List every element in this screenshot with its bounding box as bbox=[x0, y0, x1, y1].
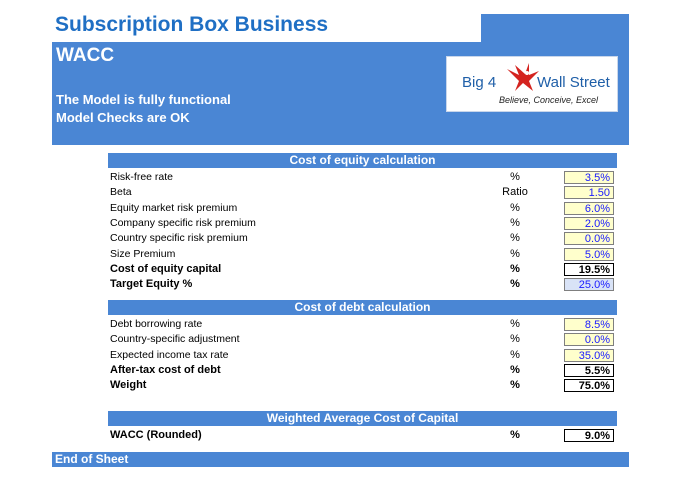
value-cell[interactable]: 6.0% bbox=[564, 202, 614, 215]
value-cell[interactable]: 5.0% bbox=[564, 248, 614, 261]
value-cell[interactable]: 19.5% bbox=[564, 263, 614, 276]
table-row bbox=[108, 348, 617, 363]
row-label: Risk-free rate bbox=[110, 171, 174, 183]
model-status: The Model is fully functional bbox=[56, 92, 231, 107]
row-label: Size Premium bbox=[110, 247, 176, 260]
row-label: Beta bbox=[110, 186, 132, 199]
table-row bbox=[108, 262, 617, 277]
row-unit: % bbox=[510, 318, 520, 330]
logo-tagline: Believe, Conceive, Excel bbox=[499, 95, 599, 105]
row-label: Country-specific adjustment bbox=[110, 333, 240, 346]
logo-brand-left: Big 4 bbox=[462, 74, 497, 91]
row-label: Weight bbox=[110, 379, 147, 392]
row-label: Company specific risk premium bbox=[110, 216, 256, 229]
eagle-icon bbox=[505, 61, 541, 95]
row-unit: % bbox=[510, 379, 520, 392]
row-unit: % bbox=[510, 216, 520, 229]
row-unit: % bbox=[510, 348, 520, 361]
wacc-unit: % bbox=[510, 429, 520, 441]
row-unit: % bbox=[510, 171, 520, 183]
row-unit: % bbox=[510, 333, 520, 346]
value-cell[interactable]: 5.5% bbox=[564, 364, 614, 377]
wacc-label: WACC (Rounded) bbox=[110, 429, 202, 441]
value-cell[interactable]: 3.5% bbox=[564, 171, 614, 184]
table-row bbox=[108, 170, 617, 185]
wacc-header: Weighted Average Cost of Capital bbox=[108, 411, 617, 426]
value-cell[interactable]: 2.0% bbox=[564, 217, 614, 230]
table-row bbox=[108, 201, 617, 216]
row-unit: % bbox=[510, 278, 520, 291]
table-row bbox=[108, 332, 617, 347]
sheet-name: WACC bbox=[56, 45, 115, 66]
table-row bbox=[108, 231, 617, 246]
row-label: Target Equity % bbox=[110, 278, 193, 291]
row-label: Country specific risk premium bbox=[110, 232, 248, 245]
table-row bbox=[108, 363, 617, 378]
table-row bbox=[108, 378, 617, 393]
row-unit: % bbox=[510, 363, 520, 376]
wacc-value-cell[interactable]: 9.0% bbox=[564, 429, 614, 442]
table-row bbox=[108, 277, 617, 292]
model-checks-status: Model Checks are OK bbox=[56, 110, 190, 125]
cost-of-equity-header: Cost of equity calculation bbox=[108, 153, 617, 168]
row-label: Cost of equity capital bbox=[110, 262, 222, 275]
row-label: Debt borrowing rate bbox=[110, 318, 203, 330]
table-row bbox=[108, 247, 617, 262]
table-row bbox=[108, 185, 617, 200]
row-label: Equity market risk premium bbox=[110, 201, 238, 214]
end-of-sheet-bar bbox=[52, 452, 629, 467]
wacc-row bbox=[108, 428, 617, 443]
row-label: After-tax cost of debt bbox=[110, 363, 221, 376]
value-cell[interactable]: 25.0% bbox=[564, 278, 614, 291]
row-unit: % bbox=[510, 247, 520, 260]
row-unit: % bbox=[510, 262, 520, 275]
big4-logo bbox=[446, 56, 618, 112]
value-cell[interactable]: 35.0% bbox=[564, 349, 614, 362]
value-cell[interactable]: 1.50 bbox=[564, 186, 614, 199]
value-cell[interactable]: 75.0% bbox=[564, 379, 614, 392]
row-unit: % bbox=[510, 232, 520, 245]
value-cell[interactable]: 0.0% bbox=[564, 333, 614, 346]
workbook-title: Subscription Box Business bbox=[55, 13, 329, 36]
table-row bbox=[108, 317, 617, 332]
row-unit: % bbox=[510, 201, 520, 214]
end-of-sheet-label: End of Sheet bbox=[55, 452, 129, 466]
cost-of-debt-header: Cost of debt calculation bbox=[108, 300, 617, 315]
logo-brand-right: Wall Street bbox=[537, 74, 610, 91]
value-cell[interactable]: 8.5% bbox=[564, 318, 614, 331]
row-label: Expected income tax rate bbox=[110, 348, 229, 361]
value-cell[interactable]: 0.0% bbox=[564, 232, 614, 245]
table-row bbox=[108, 216, 617, 231]
title-fill-cell bbox=[481, 14, 629, 42]
row-unit: Ratio bbox=[502, 186, 528, 199]
